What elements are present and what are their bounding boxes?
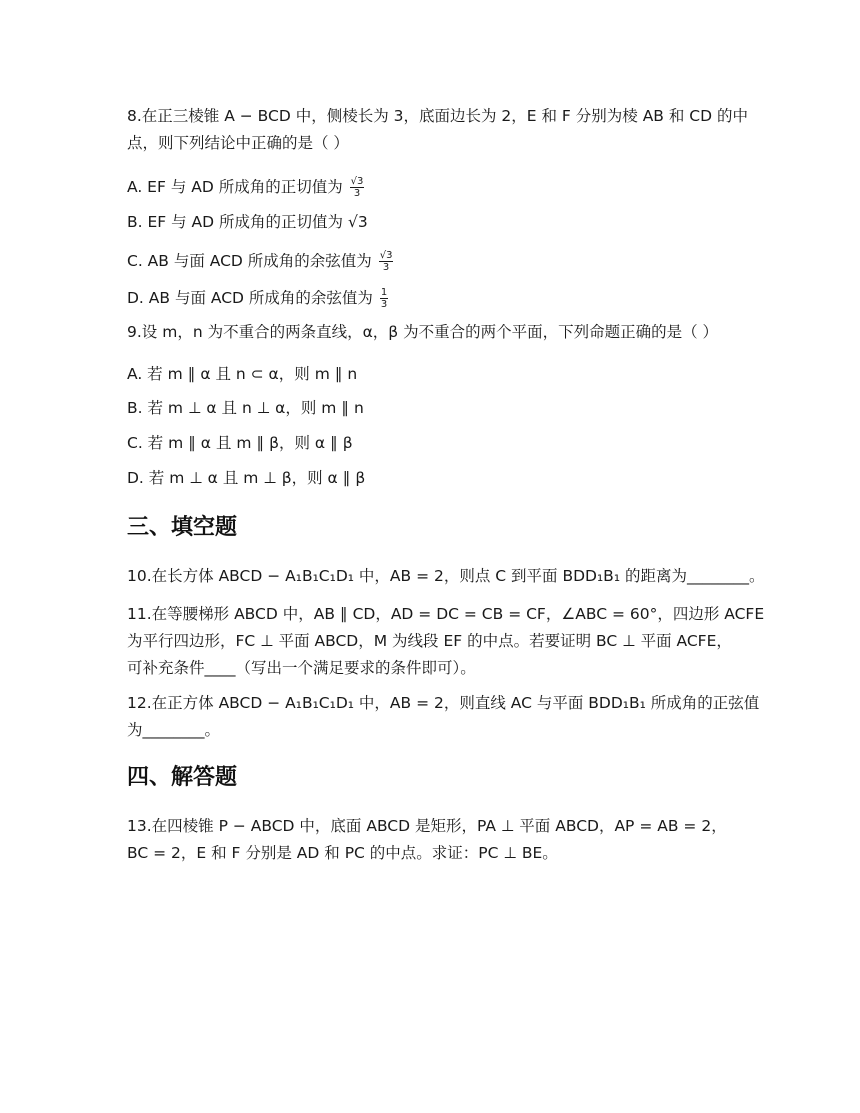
question-11-line-3: 可补充条件____（写出一个满足要求的条件即可）。 — [127, 659, 476, 677]
question-8-stem-line-1: 8.在正三棱锥 A − BCD 中，侧棱长为 3，底面边长为 2，E 和 F 分别为棱 AB 和 CD 的中 — [127, 107, 748, 125]
question-11-line-1: 11.在等腰梯形 ABCD 中，AB ∥ CD，AD = DC = CB = CF，∠ABC = 60°，四边形 ACFE — [127, 605, 765, 623]
question-13-line-1: 13.在四棱锥 P − ABCD 中，底面 ABCD 是矩形，PA ⊥ 平面 ABCD，AP = AB = 2， — [127, 817, 727, 835]
section-heading-answer: 四、解答题 — [127, 765, 238, 790]
option-b-value: √3 — [347, 213, 368, 231]
question-12-line-1: 12.在正方体 ABCD − A₁B₁C₁D₁ 中，AB = 2，则直线 AC 与平面 BDD₁B₁ 所成角的正弦值 — [127, 694, 760, 712]
question-9-option-a: A. 若 m ∥ α 且 n ⊂ α，则 m ∥ n — [127, 365, 358, 383]
question-9-stem: 9.设 m，n 为不重合的两条直线，α，β 为不重合的两个平面，下列命题正确的是（ ） — [127, 323, 719, 341]
question-13-line-2: BC = 2，E 和 F 分别是 AD 和 PC 的中点。求证：PC ⊥ BE。 — [127, 844, 558, 862]
question-8-stem-line-2: 点，则下列结论中正确的是（ ） — [127, 134, 349, 152]
question-9-option-b: B. 若 m ⊥ α 且 n ⊥ α，则 m ∥ n — [127, 399, 364, 417]
option-d-text: D. AB 与面 ACD 所成角的余弦值为 — [127, 289, 373, 307]
option-d-value: $\frac{1}{3}$ — [380, 287, 388, 310]
question-8-option-a — [127, 176, 364, 199]
option-c-value: $\frac{√3}{3}$ — [379, 250, 393, 273]
option-a-text: A. EF 与 AD 所成角的正切值为 — [127, 178, 343, 196]
question-8-option-b — [127, 212, 368, 232]
option-a-value: $\frac{√3}{3}$ — [350, 176, 364, 199]
question-8-option-d — [127, 287, 388, 310]
question-9-option-d: D. 若 m ⊥ α 且 m ⊥ β，则 α ∥ β — [127, 469, 366, 487]
question-11-line-2: 为平行四边形，FC ⊥ 平面 ABCD，M 为线段 EF 的中点。若要证明 BC ⊥ 平面 ACFE， — [127, 632, 732, 650]
question-9-option-c: C. 若 m ∥ α 且 m ∥ β，则 α ∥ β — [127, 434, 353, 452]
question-8-option-c — [127, 250, 393, 273]
question-12-line-2: 为________。 — [127, 721, 221, 739]
question-10: 10.在长方体 ABCD − A₁B₁C₁D₁ 中，AB = 2，则点 C 到平面 BDD₁B₁ 的距离为________。 — [127, 567, 765, 585]
option-b-text: B. EF 与 AD 所成角的正切值为 — [127, 213, 344, 231]
section-heading-fill-blank: 三、填空题 — [127, 515, 238, 540]
option-c-text: C. AB 与面 ACD 所成角的余弦值为 — [127, 252, 372, 270]
